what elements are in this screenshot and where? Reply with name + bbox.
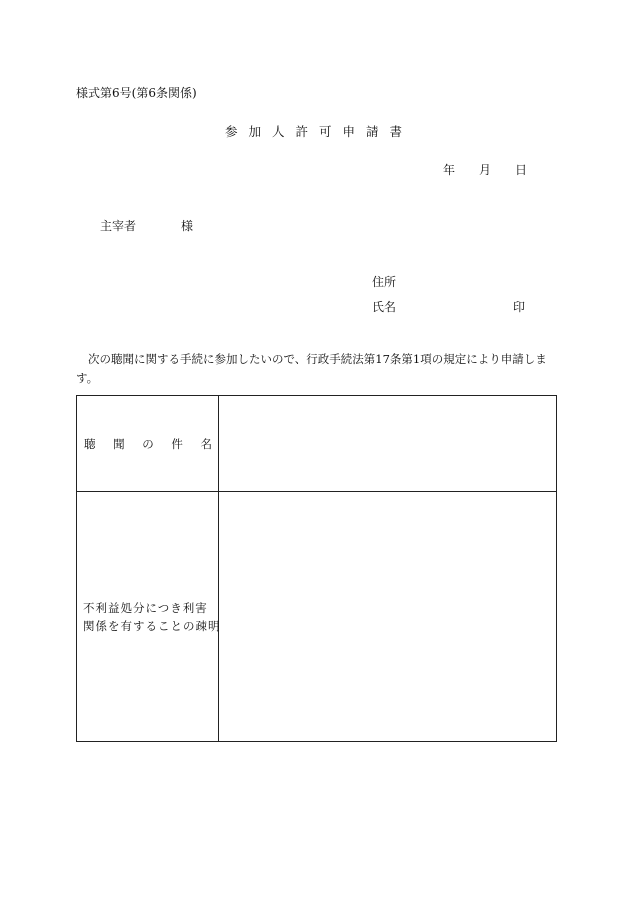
- label-char: 件: [171, 436, 183, 451]
- label-line: 関係を有することの疎明: [83, 618, 221, 633]
- interest-explanation-row: [77, 492, 557, 742]
- hearing-case-value-cell[interactable]: [219, 396, 557, 492]
- date-day-label: 日: [515, 163, 528, 177]
- application-table: [76, 395, 557, 742]
- hearing-case-label: [77, 436, 218, 452]
- recipient-honorific: 様: [181, 219, 194, 233]
- recipient-label: 主宰者: [100, 219, 137, 233]
- label-char: 名: [200, 436, 212, 451]
- name-label: 氏名: [372, 300, 397, 314]
- interest-explanation-value-cell[interactable]: [219, 492, 557, 742]
- form-number: 様式第6号(第6条関係): [76, 86, 197, 100]
- label-char: の: [142, 436, 154, 451]
- document-title: 参加人許可申請書: [224, 124, 413, 139]
- interest-explanation-label-cell: [77, 492, 219, 742]
- date-year-label: 年: [443, 163, 456, 177]
- label-char: 聞: [113, 436, 125, 451]
- body-text: 次の聴聞に関する手続に参加したいので、行政手続法第17条第1項の規定により申請します。: [76, 352, 547, 385]
- label-line: 不利益処分につき利害: [83, 600, 208, 615]
- seal-label: 印: [513, 300, 526, 314]
- hearing-case-label-cell: [77, 396, 219, 492]
- interest-explanation-label: [77, 599, 221, 635]
- label-char: 聴: [84, 436, 96, 451]
- address-label: 住所: [372, 275, 397, 289]
- hearing-case-row: [77, 396, 557, 492]
- date-month-label: 月: [479, 163, 492, 177]
